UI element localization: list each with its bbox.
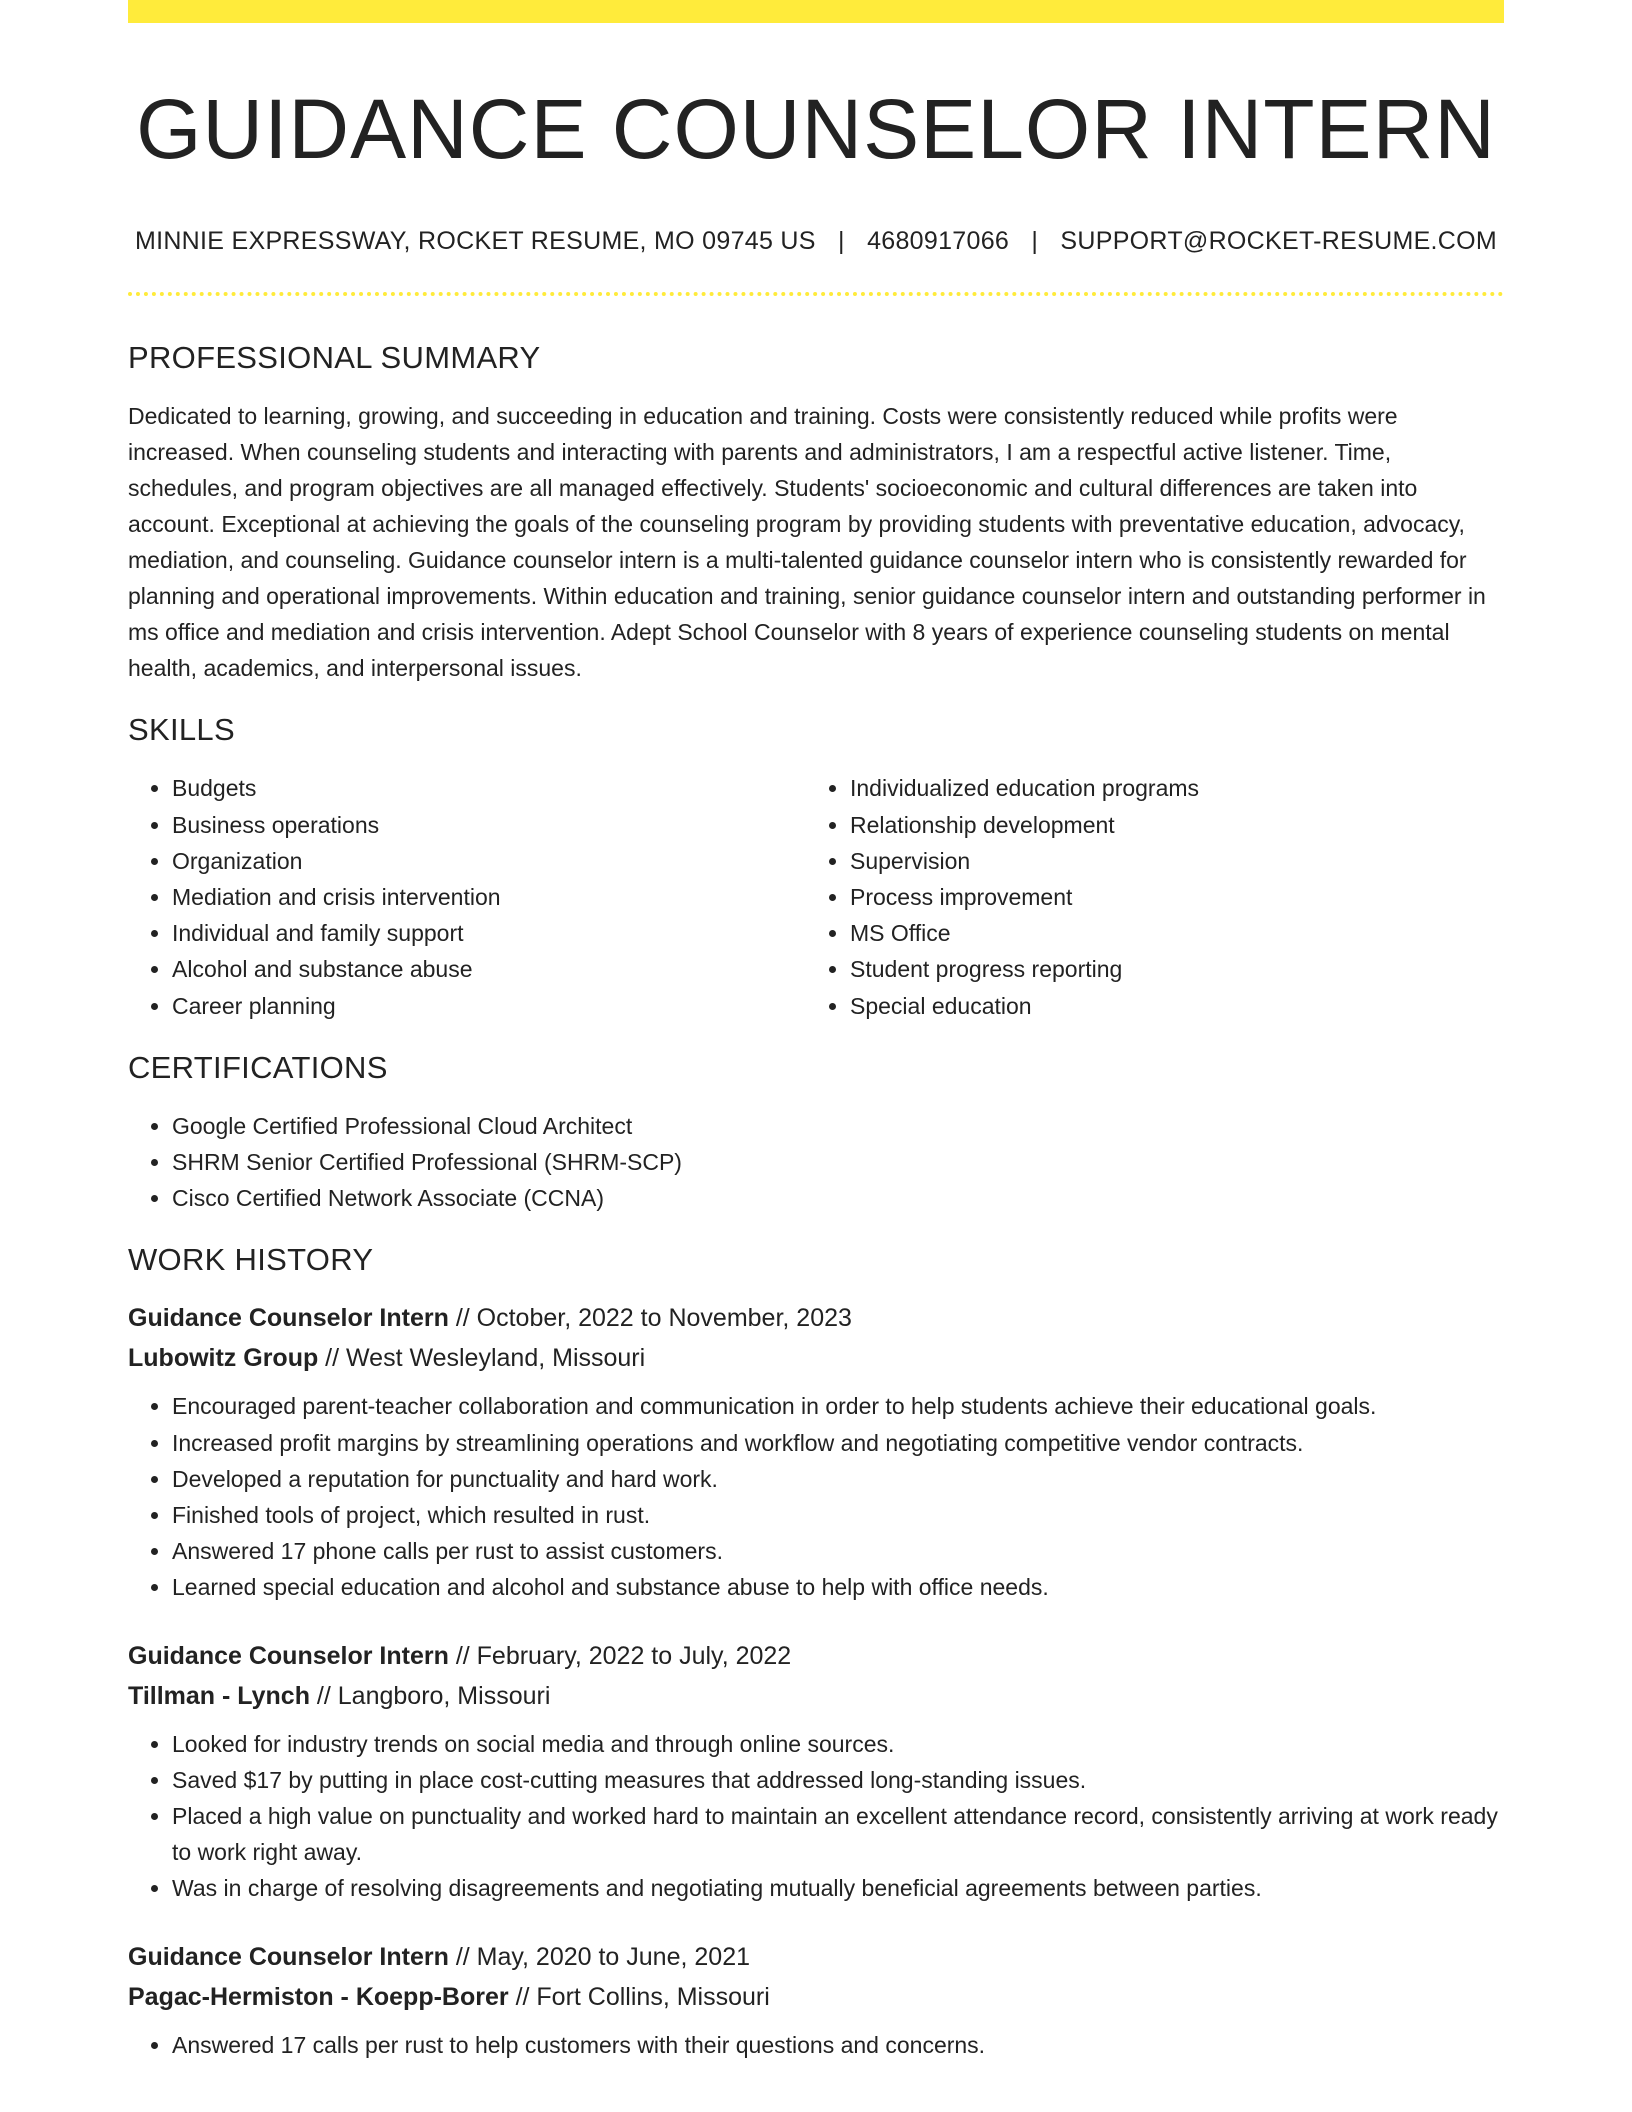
resume-title: GUIDANCE COUNSELOR INTERN <box>136 82 1496 176</box>
skill-item: • Supervision <box>850 843 1484 879</box>
job-dates: // February, 2022 to July, 2022 <box>448 1641 792 1670</box>
skill-item: • MS Office <box>850 915 1484 951</box>
job-company-line <box>128 1676 1504 1716</box>
skill-item: • Process improvement <box>850 879 1484 915</box>
job-title-line <box>128 1937 1504 1977</box>
skill-item: • Mediation and crisis intervention <box>172 879 806 915</box>
job-bullet: • Placed a high value on punctuality and worked hard to maintain an excellent attendance record, consistently arriving at work ready to work right away. <box>172 1798 1504 1870</box>
work-history-heading: WORK HISTORY <box>128 1242 374 1278</box>
job-location: // West Wesleyland, Missouri <box>318 1344 646 1373</box>
job-bullet: • Was in charge of resolving disagreements and negotiating mutually beneficial agreements between parties. <box>172 1870 1504 1906</box>
job-company: Pagac-Hermiston - Koepp-Borer <box>128 1982 509 2011</box>
job-entry <box>128 1937 1504 2063</box>
resume-page <box>128 0 1504 2063</box>
job-entry <box>128 1636 1504 1907</box>
job-bullet: • Learned special education and alcohol and substance abuse to help with office needs. <box>172 1569 1504 1605</box>
job-dates: // October, 2022 to November, 2023 <box>448 1304 852 1333</box>
skill-item: • Individual and family support <box>172 915 806 951</box>
certification-item: • SHRM Senior Certified Professional (SHRM-SCP) <box>172 1144 1504 1180</box>
skill-item: • Career planning <box>172 988 806 1024</box>
skill-item: • Individualized education programs <box>850 770 1484 806</box>
job-bullet: • Answered 17 phone calls per rust to assist customers. <box>172 1533 1504 1569</box>
job-bullet: • Answered 17 calls per rust to help customers with their questions and concerns. <box>172 2027 1504 2063</box>
job-company-line <box>128 1338 1504 1378</box>
skill-item: • Business operations <box>172 807 806 843</box>
job-company-line <box>128 1977 1504 2017</box>
certification-item: • Google Certified Professional Cloud Architect <box>172 1108 1504 1144</box>
contact-address: MINNIE EXPRESSWAY, ROCKET RESUME, MO 09745 US <box>134 227 816 256</box>
job-bullets <box>128 2027 1504 2063</box>
job-bullet: • Increased profit margins by streamlining operations and workflow and negotiating competitive vendor contracts. <box>172 1425 1504 1461</box>
summary-text: Dedicated to learning, growing, and succeeding in education and training. Costs were consistently reduced while profits were increased. When counseling students and interacting with parents and administrators, I am a respectful active listener. Time, schedules, and program objectives are all managed effectively. Students' socioeconomic and cultural differences are taken into account. Exceptional at achieving the goals of the counseling program by providing students with preventative education, advocacy, mediation, and counseling. Guidance counselor intern is a multi-talented guidance counselor intern who is consistently rewarded for planning and operational improvements. Within education and training, senior guidance counselor intern and outstanding performer in ms office and mediation and crisis intervention. Adept School Counselor with 8 years of experience counseling students on mental health, academics, and interpersonal issues. <box>128 403 1486 682</box>
accent-bar <box>128 0 1504 23</box>
job-bullet: • Developed a reputation for punctuality and hard work. <box>172 1461 1504 1497</box>
job-bullet: • Saved $17 by putting in place cost-cutting measures that addressed long-standing issues. <box>172 1762 1504 1798</box>
job-bullet: • Looked for industry trends on social media and through online sources. <box>172 1726 1504 1762</box>
job-company: Tillman - Lynch <box>128 1681 310 1710</box>
skill-item: • Student progress reporting <box>850 951 1484 987</box>
contact-separator: | <box>838 227 845 256</box>
job-dates: // May, 2020 to June, 2021 <box>448 1942 750 1971</box>
skills-list-left <box>128 770 806 1023</box>
job-bullet: • Finished tools of project, which resulted in rust. <box>172 1497 1504 1533</box>
contact-phone: 4680917066 <box>867 227 1010 256</box>
job-company: Lubowitz Group <box>128 1344 319 1373</box>
summary-heading: PROFESSIONAL SUMMARY <box>128 340 541 376</box>
job-bullet: • Encouraged parent-teacher collaboration and communication in order to help students achieve their educational goals. <box>172 1388 1504 1424</box>
skill-item: • Organization <box>172 843 806 879</box>
dotted-divider <box>128 292 1504 296</box>
job-bullets <box>128 1726 1504 1907</box>
job-title-line <box>128 1636 1504 1676</box>
contact-separator: | <box>1031 227 1039 256</box>
job-title: Guidance Counselor Intern <box>128 1641 449 1670</box>
job-title-line <box>128 1298 1504 1338</box>
skill-item: • Relationship development <box>850 807 1484 843</box>
job-location: // Fort Collins, Missouri <box>508 1982 770 2011</box>
skill-item: • Budgets <box>172 770 806 806</box>
skills-list-right <box>806 770 1484 1023</box>
job-title: Guidance Counselor Intern <box>128 1942 449 1971</box>
skill-item: • Special education <box>850 988 1484 1024</box>
contact-email: SUPPORT@ROCKET-RESUME.COM <box>1060 227 1498 256</box>
certification-item: • Cisco Certified Network Associate (CCNA) <box>172 1180 1504 1216</box>
job-bullets <box>128 1388 1504 1605</box>
certifications-list <box>128 1108 1504 1217</box>
job-title: Guidance Counselor Intern <box>128 1304 449 1333</box>
job-location: // Langboro, Missouri <box>309 1681 551 1710</box>
skills-heading: SKILLS <box>128 712 235 748</box>
skills-columns <box>128 770 1504 1023</box>
certifications-heading: CERTIFICATIONS <box>128 1049 388 1085</box>
contact-line <box>128 227 1504 256</box>
job-entry <box>128 1298 1504 1605</box>
skill-item: • Alcohol and substance abuse <box>172 951 806 987</box>
